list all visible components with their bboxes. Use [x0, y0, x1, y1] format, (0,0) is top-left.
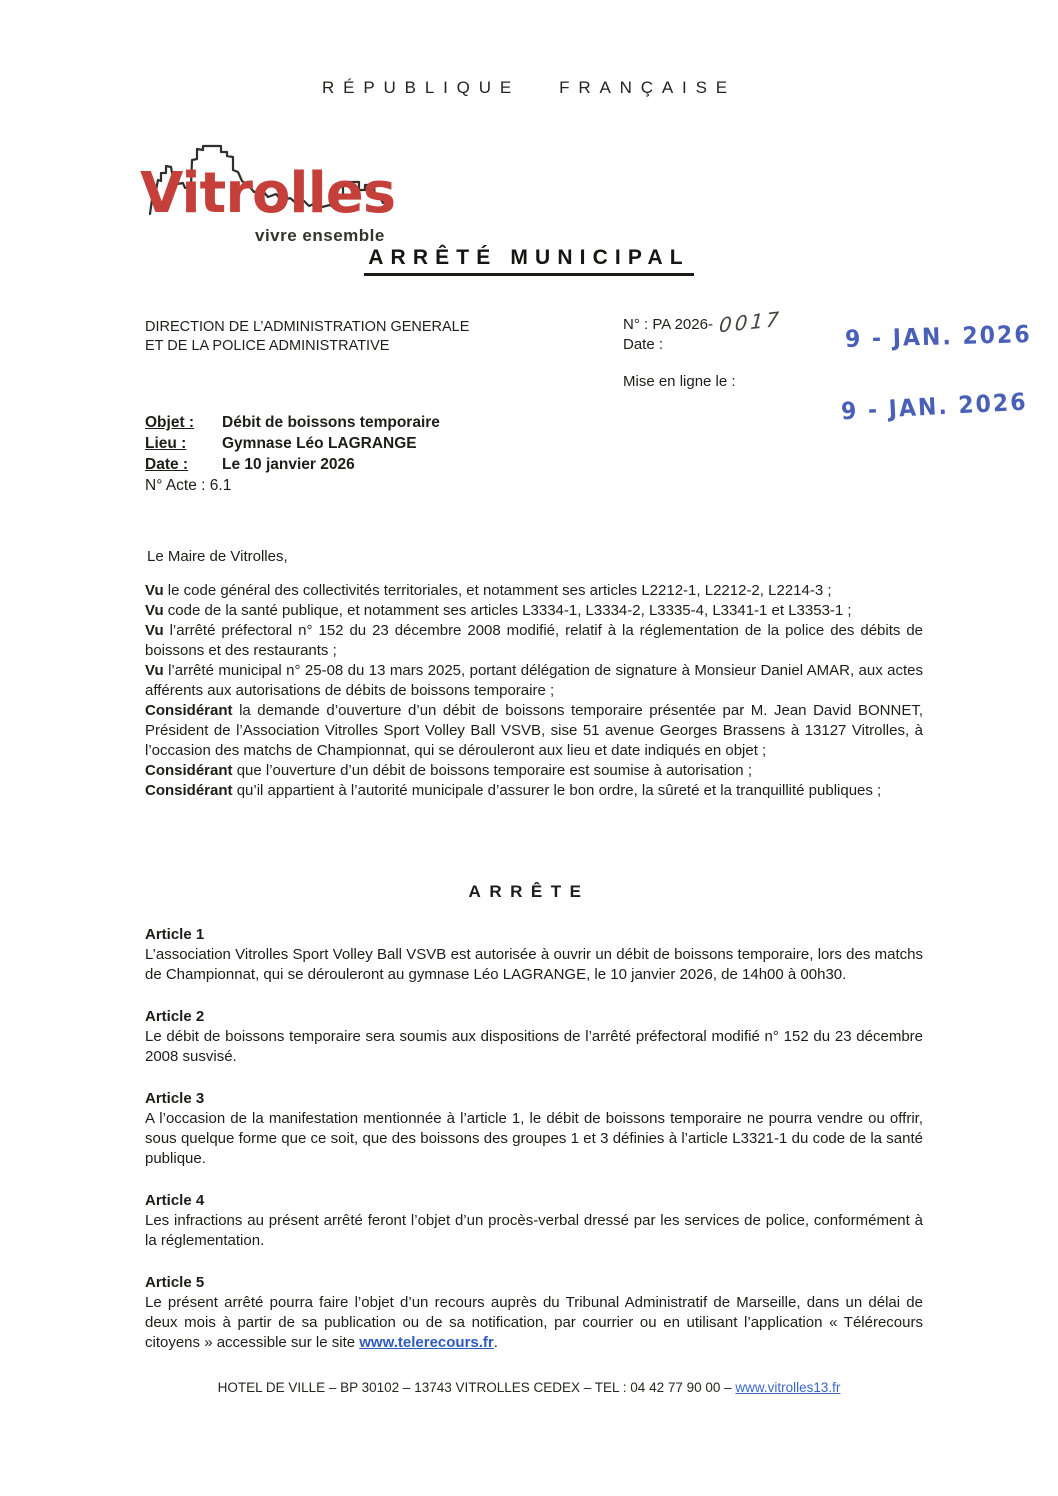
clause-text: l’arrêté préfectoral n° 152 du 23 décembre 2008 modifié, relatif à la réglementation de la police des débits de boissons et des restaurants ;	[145, 622, 924, 659]
reference-number-handwritten: 0017	[718, 306, 783, 338]
clause-text: que l’ouverture d’un débit de boissons temporaire est soumise à autorisation ;	[236, 762, 752, 779]
logo-wordmark: Vitrolles	[140, 161, 396, 226]
article-5-heading: Article 5	[145, 1274, 205, 1291]
lieu-label: Lieu :	[145, 435, 187, 452]
considerant-clause	[145, 781, 923, 801]
considerant-clause	[145, 701, 923, 761]
direction-line-1: DIRECTION DE L’ADMINISTRATION GENERALE	[145, 319, 470, 335]
date-row	[145, 454, 440, 475]
vu-clause	[145, 661, 923, 701]
date-meta-label: Date :	[145, 456, 189, 473]
article-4	[145, 1191, 923, 1251]
objet-label: Objet :	[145, 414, 195, 431]
clause-lead: Considérant	[145, 702, 233, 719]
clause-text: qu’il appartient à l’autorité municipale d’assurer le bon ordre, la sûreté et la tranquillité publiques ;	[236, 782, 882, 799]
logo-tagline: vivre ensemble	[255, 226, 385, 245]
article-5-text	[145, 1293, 923, 1353]
clause-lead: Vu	[145, 662, 164, 679]
online-stamp: 9 - JAN. 2026	[840, 389, 1029, 426]
clause-text: le code général des collectivités territoriales, et notamment ses articles L2212-1, L2212-2, L2214-3 ;	[167, 582, 832, 599]
vu-clause	[145, 581, 923, 601]
arrete-heading: ARRÊTE	[468, 882, 590, 901]
document-title-wrap	[0, 246, 1058, 276]
article-3-heading: Article 3	[145, 1090, 205, 1107]
article-2-text: Le débit de boissons temporaire sera soumis aux dispositions de l’arrêté préfectoral modifié n° 152 du 23 décembre 2008 susvisé.	[145, 1028, 923, 1065]
date-stamp: 9 - JAN. 2026	[844, 321, 1032, 354]
considerant-clause	[145, 761, 923, 781]
reference-block	[623, 306, 1053, 442]
clause-text: code de la santé publique, et notamment ses articles L3334-1, L3334-2, L3335-4, L3341-1 et L3353-1 ;	[167, 602, 852, 619]
vitrolles-site-link[interactable]: www.vitrolles13.fr	[735, 1380, 841, 1395]
article-3-text: A l’occasion de la manifestation mentionnée à l’article 1, le débit de boissons temporaire ne pourra vendre ou offrir, sous quelque forme que ce soit, que des boissons des groupes 1 et 3 définies à l’article L3321-1 du code de la santé publique.	[145, 1110, 923, 1167]
date-label: Date :	[623, 336, 664, 353]
vu-clause	[145, 621, 923, 661]
reference-number-label: N° : PA 2026-	[623, 316, 713, 333]
article-2	[145, 1007, 923, 1067]
republic-header: RÉPUBLIQUE FRANÇAISE	[322, 78, 736, 97]
direction-line-2: ET DE LA POLICE ADMINISTRATIVE	[145, 338, 390, 354]
article-1-heading: Article 1	[145, 926, 205, 943]
article-1	[145, 925, 923, 985]
salutation: Le Maire de Vitrolles,	[147, 548, 288, 565]
vu-clause	[145, 601, 923, 621]
meta-block	[145, 412, 440, 496]
direction-block	[145, 318, 469, 356]
article-4-heading: Article 4	[145, 1192, 205, 1209]
vitrolles-logo	[140, 140, 440, 258]
articles-block	[145, 925, 923, 1375]
clause-lead: Considérant	[145, 782, 233, 799]
lieu-value: Gymnase Léo LAGRANGE	[222, 435, 417, 452]
lieu-row	[145, 433, 440, 454]
clauses-block	[145, 581, 923, 801]
online-label: Mise en ligne le :	[623, 373, 736, 390]
objet-value: Débit de boissons temporaire	[222, 414, 440, 431]
article-5	[145, 1273, 923, 1353]
telerecours-link[interactable]: www.telerecours.fr	[359, 1334, 494, 1351]
clause-text: la demande d’ouverture d’un débit de boissons temporaire présentée par M. Jean David BONNET, Président de l’Association Vitrolles Sport Volley Ball VSVB, sise 51 avenue Georges Brassens à 13127 Vitrolles, à l’occasion des matchs de Championnat, qui se dérouleront aux lieu et date indiqués en objet ;	[145, 702, 924, 759]
footer-text: HOTEL DE VILLE – BP 30102 – 13743 VITROLLES CEDEX – TEL : 04 42 77 90 00 –	[217, 1380, 736, 1395]
article-5-text-after: .	[493, 1334, 498, 1351]
article-2-heading: Article 2	[145, 1008, 205, 1025]
objet-row	[145, 412, 440, 433]
article-4-text: Les infractions au présent arrêté feront l’objet d’un procès-verbal dressé par les services de police, conformément à la réglementation.	[145, 1212, 923, 1249]
acte-row: N° Acte : 6.1	[145, 477, 232, 494]
article-5-text-before: Le présent arrêté pourra faire l’objet d’un recours auprès du Tribunal Administratif de Marseille, dans un délai de deux mois à partir de sa publication ou de sa notification, par courrier ou en utilisant l’application « Télérecours citoyens » accessible sur le site	[145, 1294, 923, 1351]
clause-lead: Vu	[145, 602, 164, 619]
article-3	[145, 1089, 923, 1169]
document-title: ARRÊTÉ MUNICIPAL	[364, 246, 694, 276]
clause-lead: Considérant	[145, 762, 233, 779]
clause-lead: Vu	[145, 582, 164, 599]
article-1-text: L’association Vitrolles Sport Volley Ball VSVB est autorisée à ouvrir un débit de boissons temporaire, lors des matchs de Championnat, qui se dérouleront au gymnase Léo LAGRANGE, le 10 janvier 2026, de 14h00 à 00h30.	[145, 946, 923, 983]
date-meta-value: Le 10 janvier 2026	[222, 456, 355, 473]
footer	[0, 1380, 1058, 1395]
clause-text: l’arrêté municipal n° 25-08 du 13 mars 2025, portant délégation de signature à Monsieur Daniel AMAR, aux actes afférents aux autorisations de débits de boissons temporaire ;	[145, 662, 924, 699]
clause-lead: Vu	[145, 622, 164, 639]
